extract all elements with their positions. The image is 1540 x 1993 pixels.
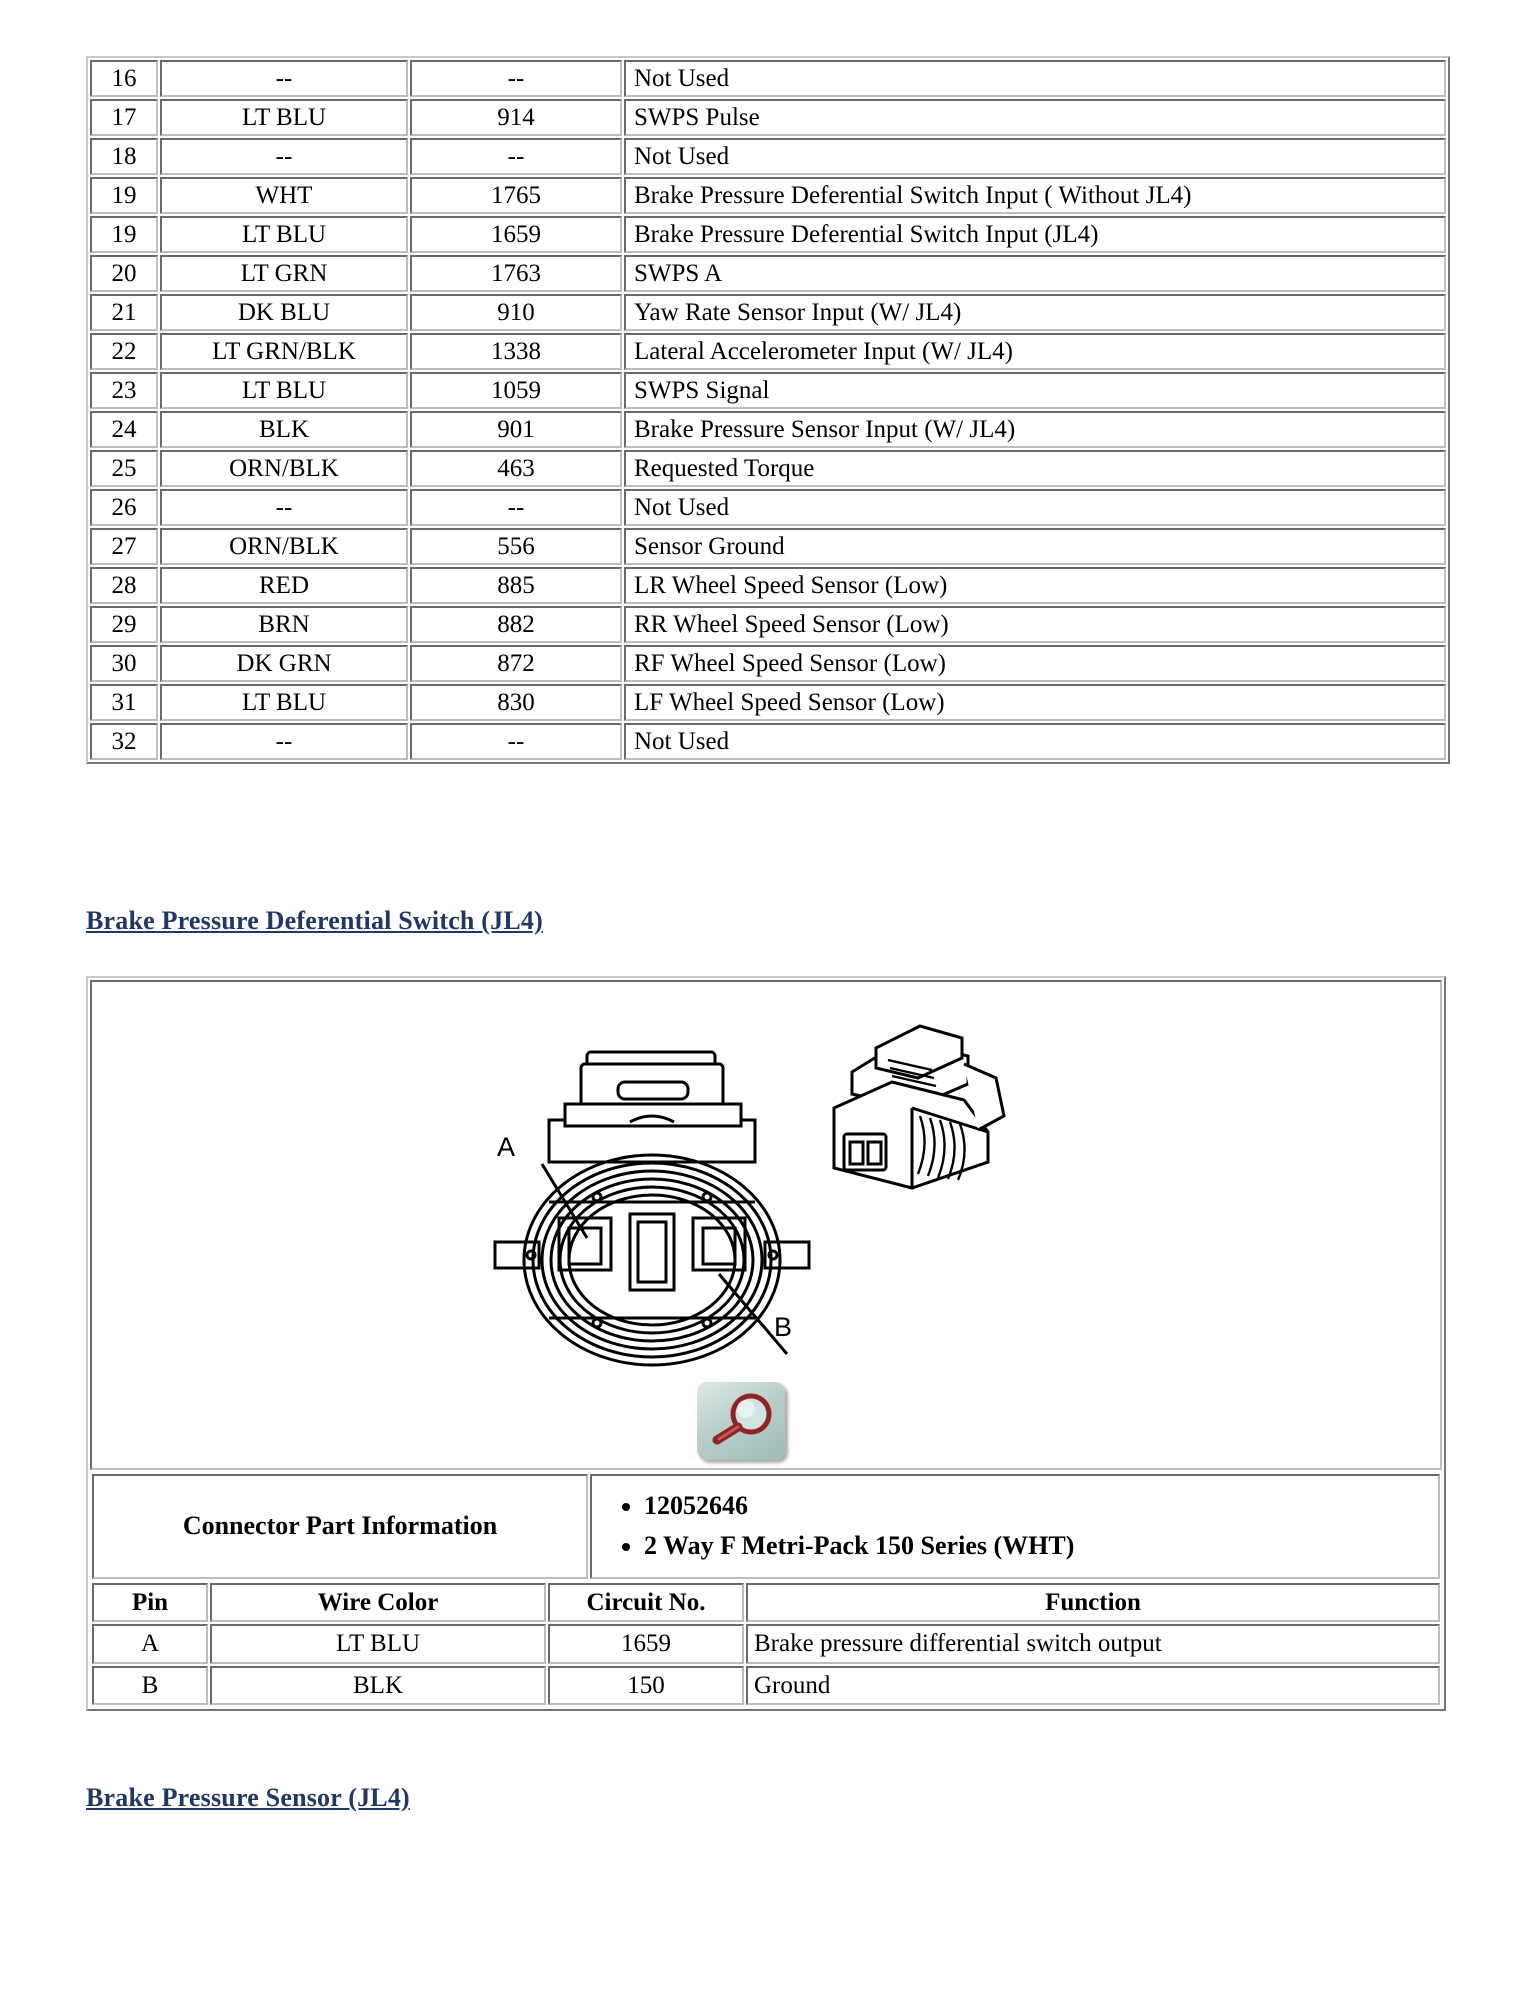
cell-pin: 29 [90,606,158,643]
cell-wire-color: LT BLU [160,684,408,721]
table-row [90,294,1446,331]
cell-function: Yaw Rate Sensor Input (W/ JL4) [624,294,1446,331]
cell-wire-color: -- [160,723,408,760]
cell-wire-color: -- [160,138,408,175]
cell-function: RF Wheel Speed Sensor (Low) [624,645,1446,682]
cell-function: Brake pressure differential switch output [746,1624,1440,1664]
table-row [90,138,1446,175]
cell-circuit-no: 901 [410,411,622,448]
table-row [90,216,1446,253]
cell-circuit-no: 1059 [410,372,622,409]
table-row [90,645,1446,682]
callout-label-a: A [497,1132,516,1162]
cell-pin: 16 [90,60,158,97]
table-row [92,1474,1440,1579]
cell-wire-color: LT GRN/BLK [160,333,408,370]
connector-side-view-illustration [792,1012,1042,1202]
table-row [92,1624,1440,1664]
cell-pin: 24 [90,411,158,448]
list-item: • 2 Way F Metri-Pack 150 Series (WHT) [644,1526,1432,1566]
cell-wire-color: LT BLU [160,372,408,409]
cell-pin: 22 [90,333,158,370]
table-row [90,411,1446,448]
cell-wire-color: LT GRN [160,255,408,292]
cell-function: SWPS Signal [624,372,1446,409]
cell-wire-color: RED [160,567,408,604]
column-header-function: Function [746,1583,1440,1623]
cell-pin: 19 [90,177,158,214]
cell-circuit-no: -- [410,138,622,175]
cell-wire-color: LT BLU [160,216,408,253]
cell-pin: 30 [90,645,158,682]
cell-wire-color: ORN/BLK [160,450,408,487]
cell-function: SWPS Pulse [624,99,1446,136]
table-row [90,684,1446,721]
cell-pin: 17 [90,99,158,136]
cell-function: Not Used [624,723,1446,760]
cell-pin: 25 [90,450,158,487]
cell-circuit-no: 1765 [410,177,622,214]
cell-wire-color: LT BLU [210,1624,546,1664]
cell-circuit-no: 872 [410,645,622,682]
connector-part-information-label: Connector Part Information [92,1474,588,1579]
cell-wire-color: BRN [160,606,408,643]
column-header-pin: Pin [92,1583,208,1623]
cell-function: RR Wheel Speed Sensor (Low) [624,606,1446,643]
cell-function: Not Used [624,489,1446,526]
table-row [90,372,1446,409]
cell-circuit-no: 150 [548,1666,744,1706]
cell-wire-color: LT BLU [160,99,408,136]
cell-circuit-no: 830 [410,684,622,721]
main-pinout-table [86,56,1450,764]
connector-pinout-table [90,1581,1442,1708]
callout-label-b: B [774,1312,793,1342]
cell-wire-color: DK GRN [160,645,408,682]
connector-part-information-table [90,1472,1442,1581]
cell-wire-color: -- [160,60,408,97]
table-row [90,606,1446,643]
heading-brake-pressure-deferential-switch[interactable]: Brake Pressure Deferential Switch (JL4) [86,906,543,935]
cell-function: LF Wheel Speed Sensor (Low) [624,684,1446,721]
cell-pin: 19 [90,216,158,253]
cell-pin: 20 [90,255,158,292]
cell-wire-color: DK BLU [160,294,408,331]
table-row [90,450,1446,487]
connector-figure-pane [90,980,1442,1470]
cell-circuit-no: 885 [410,567,622,604]
cell-function: SWPS A [624,255,1446,292]
table-row [92,1666,1440,1706]
connector-information-block [86,976,1446,1711]
column-header-circuit-no: Circuit No. [548,1583,744,1623]
magnifier-icon[interactable] [697,1382,785,1460]
cell-pin: B [92,1666,208,1706]
cell-circuit-no: 1659 [410,216,622,253]
cell-pin: 26 [90,489,158,526]
cell-function: LR Wheel Speed Sensor (Low) [624,567,1446,604]
cell-circuit-no: 882 [410,606,622,643]
cell-function: Requested Torque [624,450,1446,487]
cell-pin: 23 [90,372,158,409]
table-row [90,177,1446,214]
cell-function: Brake Pressure Sensor Input (W/ JL4) [624,411,1446,448]
cell-circuit-no: -- [410,723,622,760]
cell-wire-color: ORN/BLK [160,528,408,565]
cell-circuit-no: 1659 [548,1624,744,1664]
cell-circuit-no: 914 [410,99,622,136]
list-item: • 12052646 [644,1486,1432,1526]
cell-pin: 28 [90,567,158,604]
cell-pin: 31 [90,684,158,721]
cell-wire-color: BLK [210,1666,546,1706]
cell-circuit-no: 910 [410,294,622,331]
table-row [90,528,1446,565]
table-row [90,99,1446,136]
cell-pin: 27 [90,528,158,565]
connector-front-view-illustration [487,1042,817,1402]
cell-function: Lateral Accelerometer Input (W/ JL4) [624,333,1446,370]
cell-wire-color: -- [160,489,408,526]
table-row [90,60,1446,97]
cell-function: Ground [746,1666,1440,1706]
table-row [90,567,1446,604]
column-header-wire-color: Wire Color [210,1583,546,1623]
cell-circuit-no: 463 [410,450,622,487]
connector-part-information-values [590,1474,1440,1579]
cell-pin: 21 [90,294,158,331]
cell-function: Not Used [624,60,1446,97]
cell-circuit-no: 1338 [410,333,622,370]
table-header-row [92,1583,1440,1623]
cell-pin: A [92,1624,208,1664]
magnifier-glyph [697,1382,785,1460]
table-row [90,489,1446,526]
cell-circuit-no: -- [410,60,622,97]
table-row [90,723,1446,760]
cell-wire-color: WHT [160,177,408,214]
cell-circuit-no: 1763 [410,255,622,292]
cell-circuit-no: 556 [410,528,622,565]
cell-wire-color: BLK [160,411,408,448]
cell-circuit-no: -- [410,489,622,526]
cell-function: Not Used [624,138,1446,175]
table-row [90,255,1446,292]
cell-function: Brake Pressure Deferential Switch Input ( Without JL4) [624,177,1446,214]
cell-function: Brake Pressure Deferential Switch Input (JL4) [624,216,1446,253]
table-row [90,333,1446,370]
cell-pin: 18 [90,138,158,175]
cell-pin: 32 [90,723,158,760]
heading-brake-pressure-sensor[interactable]: Brake Pressure Sensor (JL4) [86,1783,410,1812]
cell-function: Sensor Ground [624,528,1446,565]
